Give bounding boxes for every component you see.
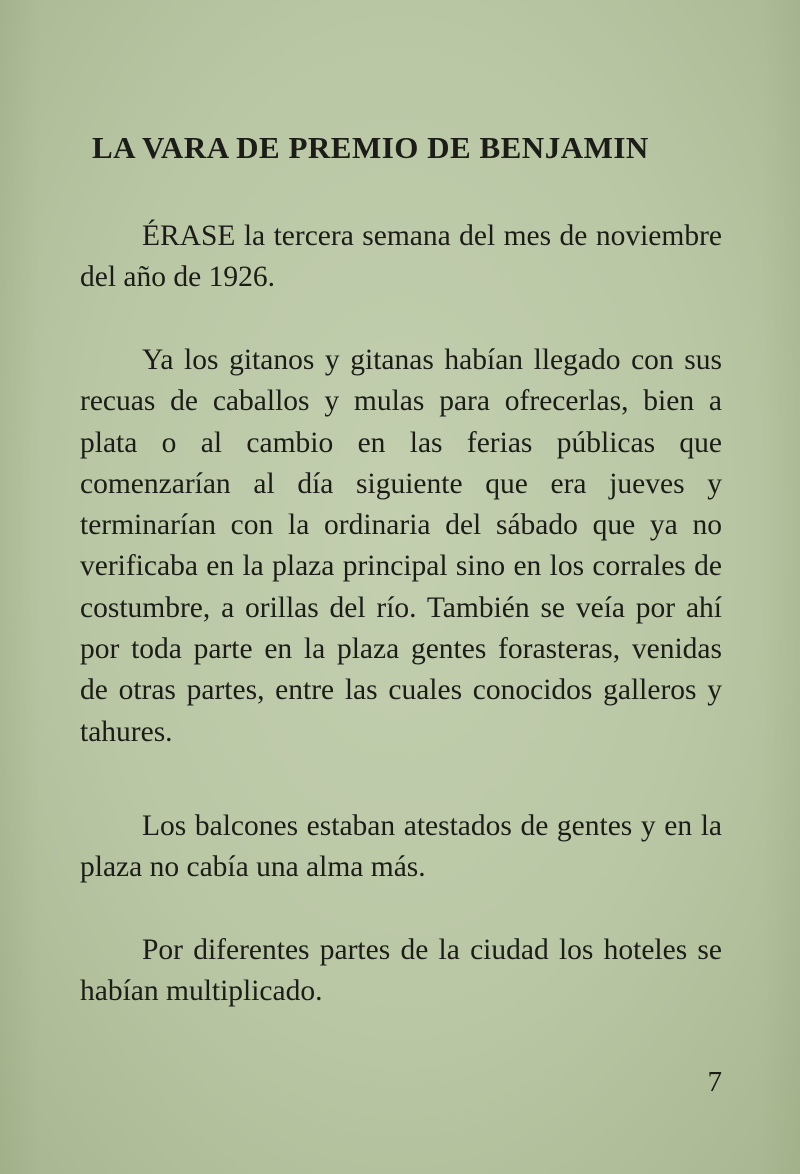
paragraph-3: Los balcones estaban atestados de gentes y en la plaza no cabía una alma más. [80, 810, 722, 884]
page-number: 7 [707, 1066, 722, 1098]
paragraph-1: ÉRASE la tercera semana del mes de noviembre del año de 1926. [80, 220, 722, 294]
chapter-title: LA VARA DE PREMIO DE BENJAMIN [92, 130, 649, 165]
paragraph-4: Por diferentes partes de la ciudad los hoteles se habían multiplicado. [80, 934, 722, 1008]
paragraph-2: Ya los gitanos y gitanas habían llegado con sus recuas de caballos y mulas para ofrecerlas, bien a plata o al cambio en las ferias públicas que comenzarían al día siguiente que era jueves y terminarían con la ordinaria del sábado que ya no verificaba en la plaza principal sino en los corrales de costumbre, a orillas del río. También se veía por ahí por toda parte en la plaza gentes forasteras, venidas de otras partes, entre las cuales conocidos galleros y tahures. [80, 344, 722, 748]
